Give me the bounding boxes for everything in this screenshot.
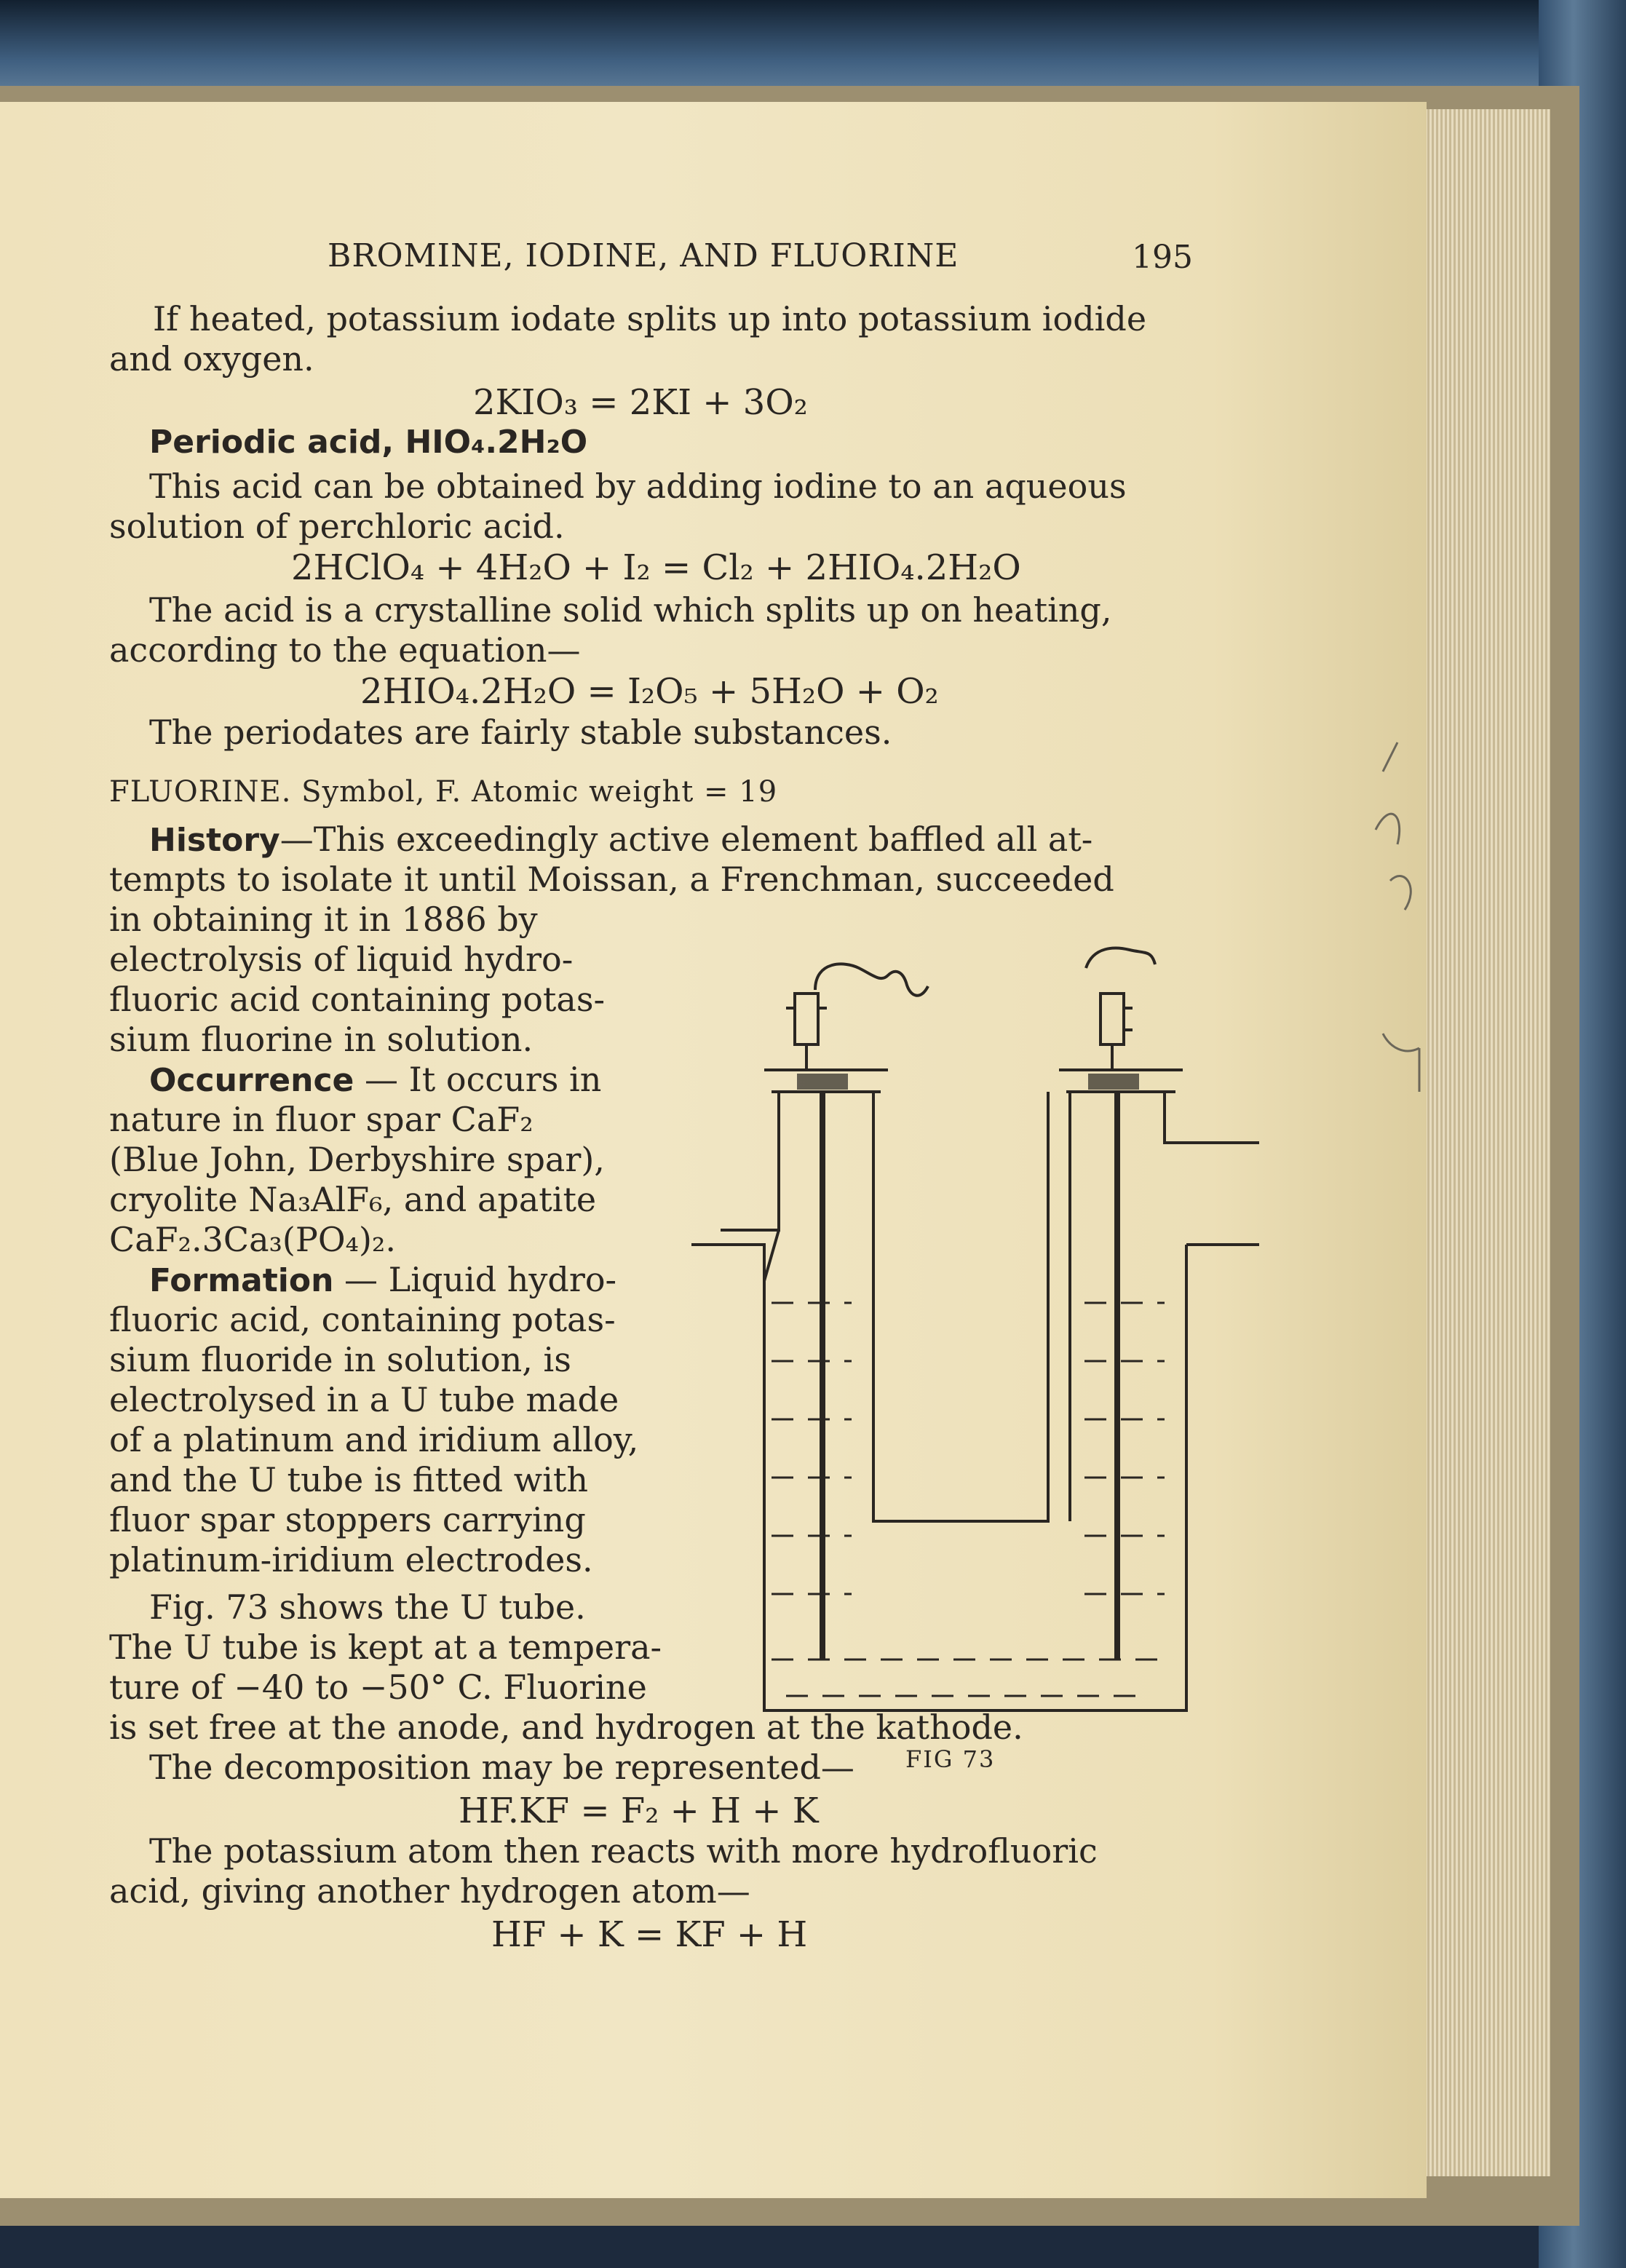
page-number: 195 [1132, 239, 1193, 276]
running-head: BROMINE, IODINE, AND FLUORINE [328, 237, 959, 274]
text-line: If heated, potassium iodate splits up into potassium iodide [153, 299, 1147, 338]
text-line: and the U tube is fitted with [109, 1460, 588, 1499]
text-line [149, 1259, 616, 1301]
equation: 2KIO₃ = 2KI + 3O₂ [473, 382, 808, 423]
text-line [149, 819, 1092, 861]
stopper-hatching [797, 1074, 1139, 1090]
text-span: —This exceedingly active element baffled all at- [279, 820, 1093, 859]
kathode-connector [1100, 994, 1124, 1044]
equation: HF + K = KF + H [491, 1914, 808, 1955]
section-title-fluorine: FLUORINE. Symbol, F. Atomic weight = 19 [109, 775, 778, 809]
text-line: of a platinum and iridium alloy, [109, 1420, 639, 1459]
kathode-wire [1086, 948, 1155, 968]
text-line: tempts to isolate it until Moissan, a Frenchman, succeeded [109, 860, 1114, 899]
text-line: The potassium atom then reacts with more hydrofluoric [149, 1831, 1098, 1871]
anode-wire [815, 964, 928, 995]
text-line [149, 1059, 601, 1101]
equation: 2HIO₄.2H₂O = I₂O₅ + 5H₂O + O₂ [360, 671, 939, 712]
text-line: This acid can be obtained by adding iodine to an aqueous [149, 467, 1127, 506]
text-line: The acid is a crystalline solid which splits up on heating, [149, 590, 1112, 630]
text-line: ture of −40 to −50° C. Fluorine [109, 1668, 647, 1707]
text-line: The periodates are fairly stable substances. [149, 713, 892, 752]
text-line: fluor spar stoppers carrying [109, 1500, 586, 1539]
text-line: in obtaining it in 1886 by [109, 900, 538, 939]
text-line: is set free at the anode, and hydrogen at the kathode. [109, 1708, 1023, 1747]
text-line: The decomposition may be represented— [149, 1748, 854, 1787]
u-tube-inner [873, 1092, 1048, 1521]
u-tube-figure [691, 924, 1259, 1725]
text-line: sium fluorine in solution. [109, 1020, 534, 1059]
text-line: CaF₂.3Ca₃(PO₄)₂. [109, 1220, 396, 1259]
book-page [0, 102, 1427, 2198]
text-line: acid, giving another hydrogen atom— [109, 1871, 750, 1911]
text-line: electrolysis of liquid hydro- [109, 940, 574, 979]
text-span: — It occurs in [354, 1060, 602, 1099]
anode-connector [795, 994, 818, 1044]
text-span: — Liquid hydro- [333, 1260, 617, 1299]
subheading-formation: Formation [149, 1262, 334, 1299]
figure-caption: FIG 73 [905, 1745, 996, 1773]
text-line: Fig. 73 shows the U tube. [149, 1587, 586, 1627]
text-line: (Blue John, Derbyshire spar), [109, 1140, 605, 1179]
section-heading: Periodic acid, HIO₄.2H₂O [149, 424, 588, 461]
liquid-level-marks [772, 1303, 1165, 1696]
subheading-occurrence: Occurrence [149, 1062, 354, 1099]
equation: HF.KF = F₂ + H + K [459, 1791, 819, 1831]
text-line: The U tube is kept at a tempera- [109, 1627, 662, 1667]
equation: 2HClO₄ + 4H₂O + I₂ = Cl₂ + 2HIO₄.2H₂O [291, 547, 1021, 588]
text-line: nature in fluor spar CaF₂ [109, 1100, 534, 1139]
pencil-marks [1368, 728, 1470, 1237]
text-line: sium fluoride in solution, is [109, 1340, 571, 1379]
text-line: according to the equation— [109, 630, 581, 670]
text-line: fluoric acid, containing potas- [109, 1300, 616, 1339]
text-line: solution of perchloric acid. [109, 507, 565, 546]
text-line: platinum-iridium electrodes. [109, 1540, 593, 1579]
text-line: and oxygen. [109, 339, 314, 378]
text-line: cryolite Na₃AlF₆, and apatite [109, 1180, 597, 1219]
text-line: electrolysed in a U tube made [109, 1380, 619, 1419]
subheading-history: History [149, 822, 280, 859]
text-line: fluoric acid containing potas- [109, 980, 605, 1019]
